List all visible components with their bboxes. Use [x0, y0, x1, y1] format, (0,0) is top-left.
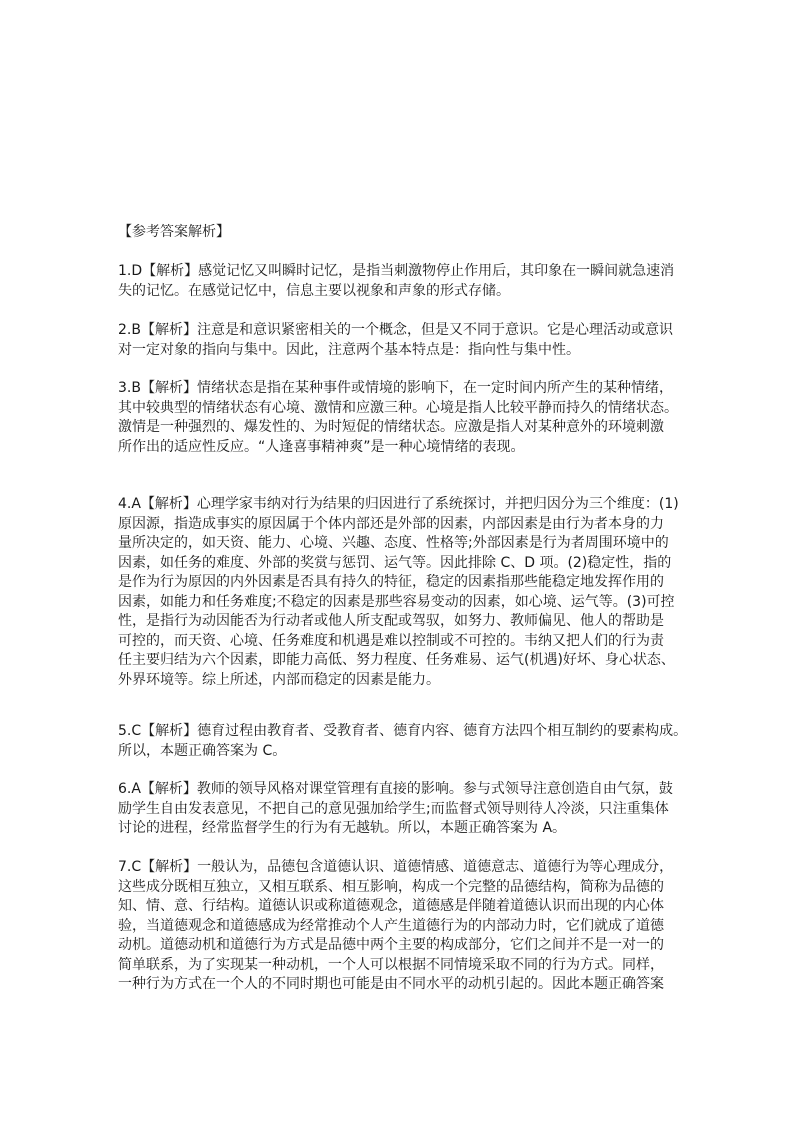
explanation-line: 性，是指行为动因能否为行动者或他人所支配或驾驭，如努力、教师偏见、他人的帮助是 [118, 613, 664, 629]
answer-explanation [118, 379, 698, 457]
explanation-line: 验，当道德观念和道德感成为经常推动个人产生道德行为的内部动力时，它们就成了道德 [118, 917, 664, 934]
explanation-line: 原因源，指造成事实的原因属于个体内部还是外部的因素，内部因素是由行为者本身的力 [118, 515, 664, 532]
explanation-line: 对一定对象的指向与集中。因此，注意两个基本特点是：指向性与集中性。 [118, 341, 580, 358]
explanation-line: 是作为行为原因的内外因素是否具有持久的特征，稳定的因素指那些能稳定地发挥作用的 [118, 574, 664, 590]
explanation-line: 6.A【解析】教师的领导风格对课堂管理有直接的影响。参与式领导注意创造自由气氛，鼓 [118, 781, 673, 797]
explanation-line: 5.C【解析】德育过程由教育者、受教育者、德育内容、德育方法四个相互制约的要素构成。 [118, 723, 688, 739]
explanation-line: 4.A【解析】心理学家韦纳对行为结果的归因进行了系统探讨，并把归因分为三个维度：(1) [118, 496, 679, 512]
answer-explanation [118, 262, 698, 301]
explanation-line: 激情是一种强烈的、爆发性的、为时短促的情绪状态。应激是指人对某种意外的环境刺激 [118, 419, 664, 435]
explanation-line: 量所决定的，如天资、能力、心境、兴趣、态度、性格等;外部因素是行为者周围环境中的 [118, 535, 669, 551]
answer-explanation [118, 780, 698, 839]
explanation-line: 因素，如任务的难度、外部的奖赏与惩罚、运气等。因此排除 C、D 项。(2)稳定性，指的 [118, 554, 672, 571]
explanation-line: 可控的，而天资、心境、任务难度和机遇是难以控制或不可控的。韦纳又把人们的行为责 [118, 632, 664, 649]
answer-explanation [118, 722, 698, 761]
explanation-line: 失的记忆。在感觉记忆中，信息主要以视象和声象的形式存储。 [118, 282, 510, 299]
explanation-line: 简单联系，为了实现某一种动机，一个人可以根据不同情境采取不同的行为方式。同样， [118, 956, 664, 973]
explanation-line: 所以，本题正确答案为 C。 [118, 742, 287, 759]
explanation-line: 所作出的适应性反应。“人逢喜事精神爽”是一种心境情绪的表现。 [118, 438, 525, 455]
answer-explanation [118, 495, 698, 690]
explanation-line: 其中较典型的情绪状态有心境、激情和应激三种。心境是指人比较平静而持久的情绪状态。 [118, 399, 678, 416]
answer-explanation [118, 321, 698, 360]
explanation-line: 这些成分既相互独立，又相互联系、相互影响，构成一个完整的品德结构，简称为品德的 [118, 878, 664, 895]
explanation-line: 3.B【解析】情绪状态是指在某种事件或情境的影响下，在一定时间内所产生的某种情绪， [118, 380, 673, 396]
explanation-line: 知、情、意、行结构。道德认识或称道德观念，道德感是伴随着道德认识而出现的内心体 [118, 898, 664, 914]
explanation-line: 因素，如能力和任务难度;不稳定的因素是那些容易变动的因素，如心境、运气等。(3)可控 [118, 593, 675, 610]
explanation-line: 外界环境等。综上所述，内部而稳定的因素是能力。 [118, 671, 440, 688]
section-title: 【参考答案解析】 [118, 224, 230, 240]
explanation-line: 讨论的进程，经常监督学生的行为有无越轨。所以，本题正确答案为 A。 [118, 820, 567, 836]
explanation-line: 一种行为方式在一个人的不同时期也可能是由不同水平的动机引起的。因此本题正确答案 [118, 976, 664, 992]
answer-explanation [118, 858, 698, 995]
explanation-line: 动机。道德动机和道德行为方式是品德中两个主要的构成部分，它们之间并不是一对一的 [118, 937, 664, 953]
explanation-line: 2.B【解析】注意是和意识紧密相关的一个概念，但是又不同于意识。它是心理活动或意识 [118, 322, 673, 338]
explanation-line: 任主要归结为六个因素，即能力高低、努力程度、任务难易、运气(机遇)好坏、身心状态、 [118, 652, 675, 668]
explanation-line: 7.C【解析】一般认为，品德包含道德认识、道德情感、道德意志、道德行为等心理成分， [118, 859, 674, 875]
explanation-line: 励学生自由发表意见，不把自己的意见强加给学生;而监督式领导则待人冷淡，只注重集体 [118, 800, 669, 817]
explanation-line: 1.D【解析】感觉记忆又叫瞬时记忆，是指当刺激物停止作用后，其印象在一瞬间就急速消 [118, 263, 675, 279]
